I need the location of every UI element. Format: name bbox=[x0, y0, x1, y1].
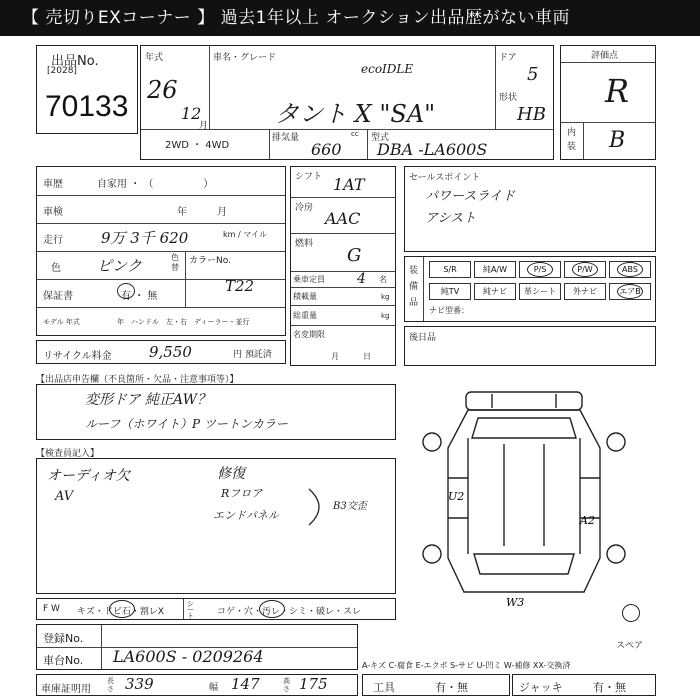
history-options: 自家用 ・ （ ） bbox=[97, 179, 214, 190]
lot-stamp: [2028] bbox=[47, 66, 77, 76]
sales-line2: アシスト bbox=[425, 211, 477, 226]
score-value: R bbox=[605, 72, 630, 110]
equip-item: 外ナビ bbox=[564, 283, 606, 300]
bracket-mark bbox=[307, 487, 333, 527]
car-diagram bbox=[408, 378, 640, 610]
capacity-value: 4 bbox=[357, 271, 366, 287]
inspector-left1: オーディオ欠 bbox=[47, 468, 130, 484]
tools-label: 工具 bbox=[373, 681, 395, 694]
fuel-value: G bbox=[347, 245, 362, 266]
sales-box bbox=[404, 166, 656, 252]
name-change-label: 名変期限 bbox=[293, 330, 325, 339]
wid-label: 幅 bbox=[209, 683, 219, 693]
inspector-left2: AV bbox=[55, 489, 74, 504]
equip-item: P/S bbox=[519, 261, 561, 278]
name-change-units: 月 日 bbox=[331, 352, 371, 361]
equip-item: 革シート bbox=[519, 283, 561, 300]
score-label: 評価点 bbox=[591, 51, 619, 61]
color-label: 色 bbox=[51, 263, 61, 274]
color-value: ピンク bbox=[97, 257, 142, 275]
wid-value: 147 bbox=[231, 675, 260, 693]
damage-mark-u2: U2 bbox=[448, 490, 465, 503]
equip-circle bbox=[617, 262, 643, 277]
model-year-options: 年 ハンドル 左・右 ディーラー・並行 bbox=[117, 318, 250, 326]
lot-label: 出品No. bbox=[51, 54, 99, 69]
equip-item: P/W bbox=[564, 261, 606, 278]
equip-item: 純ナビ bbox=[474, 283, 516, 300]
reg-label: 登録No. bbox=[43, 632, 84, 645]
equip-item: 純A/W bbox=[474, 261, 516, 278]
disp-label: 排気量 bbox=[272, 133, 300, 143]
inspector-right-title: 修復 bbox=[217, 466, 245, 482]
equip-item: 純TV bbox=[429, 283, 471, 300]
damage-mark-a2: A2 bbox=[580, 514, 595, 527]
door-value: 5 bbox=[527, 64, 539, 85]
model-year-label: モデル 年式 bbox=[43, 318, 80, 326]
inspector-right3: B3交歪 bbox=[333, 501, 367, 512]
door-label: ドア bbox=[499, 53, 517, 63]
banner-title: 【 売切りEXコーナー 】 過去1年以上 オークション出品歴がない車両 bbox=[0, 0, 700, 36]
shift-label: シフト bbox=[295, 172, 323, 182]
equip-circle bbox=[617, 284, 643, 299]
score-box bbox=[560, 45, 656, 160]
warranty-label: 保証書 bbox=[43, 291, 73, 302]
fuel-label: 燃料 bbox=[295, 239, 314, 249]
equip-item: ABS bbox=[609, 261, 651, 278]
inspector-label: 【検査員記入】 bbox=[36, 449, 100, 459]
chassis-value: LA600S - 0209264 bbox=[113, 647, 264, 666]
drive-options: 2WD ・ 4WD bbox=[165, 140, 230, 151]
jack-label: ジャッキ bbox=[519, 681, 563, 694]
damage-legend: A-キズ C-腐食 E-エクボ S-サビ U-凹ミ W-補修 XX-交換済 bbox=[362, 661, 571, 670]
mileage-label: 走行 bbox=[43, 235, 63, 246]
equip-item: エアB bbox=[609, 283, 651, 300]
capacity-label: 乗車定員 bbox=[293, 275, 325, 284]
notes-line1: 変形ドア 純正AW？ bbox=[85, 392, 211, 408]
cert-label: 車庫証明用 bbox=[41, 684, 91, 695]
interior-value: B bbox=[609, 128, 626, 153]
recycle-label: リサイクル料金 bbox=[43, 351, 112, 362]
mileage-unit: km / マイル bbox=[223, 230, 268, 239]
spec-table bbox=[36, 166, 286, 336]
disp-value: 660 bbox=[311, 140, 342, 159]
capacity-unit: 名 bbox=[379, 275, 387, 284]
nav-model-label: ナビ型番： bbox=[429, 306, 469, 315]
spare-circle bbox=[622, 604, 640, 622]
type-value: DBA -LA600S bbox=[377, 140, 488, 159]
equip-circle bbox=[527, 262, 553, 277]
sales-label: セールスポイント bbox=[409, 173, 481, 183]
notes-line2: ルーフ（ホワイト）P ツートンカラー bbox=[85, 417, 288, 431]
fw-items: キズ・ドビ石・割レX bbox=[77, 607, 164, 617]
inspector-right2: エンドパネル bbox=[213, 509, 279, 522]
jack-options: 有・無 bbox=[593, 681, 626, 694]
equip-circle bbox=[572, 262, 598, 277]
seat-items: コゲ・穴・汚レ・シミ・破レ・スレ bbox=[217, 607, 362, 617]
damage-mark-w3: W3 bbox=[506, 596, 525, 609]
mileage-value: 9万 3千 620 bbox=[101, 229, 189, 247]
hgt-label: 高さ bbox=[283, 677, 290, 693]
inspection-label: 車検 bbox=[43, 207, 63, 218]
model-label: 車名・グレード bbox=[213, 53, 277, 63]
jack-box bbox=[512, 674, 656, 696]
tools-box bbox=[362, 674, 510, 696]
ac-label: 冷房 bbox=[295, 203, 314, 213]
disp-unit: cc bbox=[351, 130, 359, 138]
header-box bbox=[140, 45, 554, 160]
sales-line1: パワースライド bbox=[425, 189, 515, 204]
len-value: 339 bbox=[125, 675, 154, 693]
history-label: 車歴 bbox=[43, 179, 63, 190]
chassis-label: 車台No. bbox=[43, 654, 84, 667]
len-label: 長さ bbox=[107, 677, 114, 693]
recycle-box bbox=[36, 340, 286, 364]
mid-table bbox=[290, 166, 396, 366]
interior-label: 内装 bbox=[567, 128, 577, 152]
ac-value: AAC bbox=[325, 209, 361, 228]
registration-box bbox=[36, 624, 358, 670]
recycle-unit: 円 預託済 bbox=[233, 350, 272, 360]
equip-label: 装備品 bbox=[409, 266, 419, 308]
hgt-value: 175 bbox=[299, 675, 328, 693]
lot-box bbox=[36, 45, 138, 134]
shift-value: 1AT bbox=[333, 175, 365, 194]
colorcode-label: カラーNo. bbox=[189, 256, 231, 266]
model-value: タント X "SA" bbox=[275, 100, 436, 128]
tools-options: 有・無 bbox=[435, 681, 468, 694]
recycle-value: 9,550 bbox=[149, 343, 192, 361]
model-sub: ecoIDLE bbox=[361, 62, 414, 76]
post-box bbox=[404, 326, 656, 366]
year-value: 26 bbox=[147, 76, 178, 104]
fw-label: F W bbox=[43, 604, 60, 614]
equip-box bbox=[404, 256, 656, 322]
month-value: 12 bbox=[181, 104, 202, 123]
inspection-units: 年 月 bbox=[177, 207, 227, 218]
inspector-right1: Rフロア bbox=[221, 487, 263, 500]
colorcode-value: T22 bbox=[225, 277, 255, 295]
inspector-box bbox=[36, 458, 396, 594]
type-label: 型式 bbox=[371, 133, 390, 143]
warranty-options: 有 ・ 無 bbox=[121, 291, 158, 302]
seat-label: シート bbox=[187, 600, 194, 620]
seat-circle bbox=[259, 600, 285, 618]
load-label: 積載量 bbox=[293, 292, 317, 301]
fw-row bbox=[36, 598, 396, 620]
notes-label: 【出品店申告欄（不良箇所・欠品・注意事項等）】 bbox=[36, 375, 239, 385]
cert-row bbox=[36, 674, 358, 696]
shape-value: HB bbox=[517, 104, 546, 125]
load-unit: kg bbox=[381, 293, 390, 301]
fw-circle bbox=[109, 600, 135, 618]
color-note: 色替 bbox=[171, 253, 179, 272]
year-label: 年式 bbox=[145, 53, 164, 63]
weight-label: 総重量 bbox=[293, 311, 317, 320]
notes-box bbox=[36, 384, 396, 440]
spare-label: スペア bbox=[616, 641, 644, 651]
weight-unit: kg bbox=[381, 312, 390, 320]
warranty-circle bbox=[117, 283, 135, 299]
post-label: 後日品 bbox=[409, 333, 437, 343]
lot-number: 70133 bbox=[45, 90, 129, 123]
equip-item: S/R bbox=[429, 261, 471, 278]
month-suffix: 月 bbox=[199, 121, 209, 131]
shape-label: 形状 bbox=[499, 93, 518, 103]
